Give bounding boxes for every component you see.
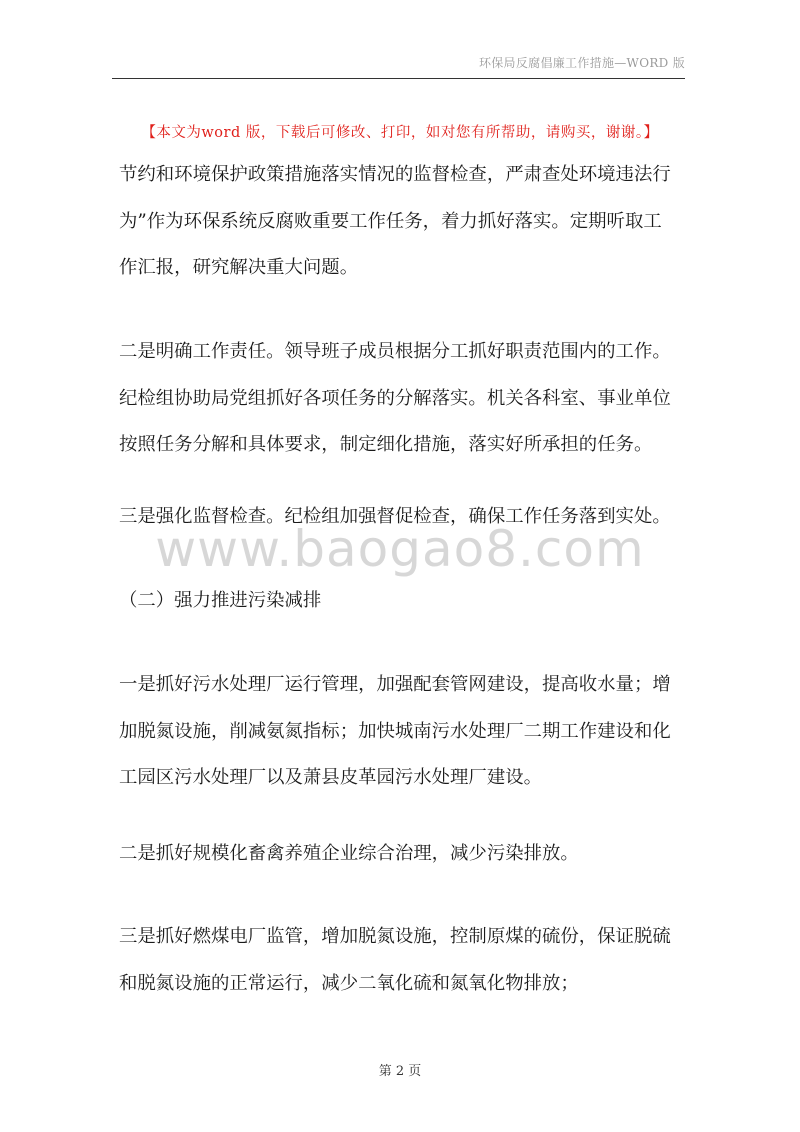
paragraph-line: 和脱氮设施的正常运行，减少二氧化硫和氮氧化物排放； [119,972,579,994]
paragraph-line: 一是抓好污水处理厂运行管理，加强配套管网建设，提高收水量；增 [119,674,671,695]
paragraph-sewage-plant [119,676,699,816]
section-heading: （二）强力推进污染减排 [119,590,322,611]
paragraph-line: 节约和环境保护政策措施落实情况的监督检查，严肃查处环境违法行 [119,164,671,185]
paragraph-policy-supervision [119,166,699,306]
paragraph-line: 作汇报，研究解决重大问题。 [119,257,359,278]
paragraph-line: 二是抓好规模化畜禽养殖企业综合治理，减少污染排放。 [119,843,579,864]
page-header [112,54,685,79]
paragraph-line: 二是明确工作责任。领导班子成员根据分工抓好职责范围内的工作。 [119,341,671,362]
paragraph-livestock [119,845,699,892]
paragraph-line: 为”作为环保系统反腐败重要工作任务，着力抓好落实。定期听取工 [119,210,662,232]
paragraph-power-plant [119,928,699,1021]
paragraph-line: 加脱氮设施，削减氨氮指标；加快城南污水处理厂二期工作建设和化 [119,720,671,742]
paragraph-responsibility [119,343,699,483]
section-heading-pollution-reduction [119,592,699,639]
paragraph-line: 三是抓好燃煤电厂监管，增加脱氮设施，控制原煤的硫份，保证脱硫 [119,926,671,947]
paragraph-line: 三是强化监督检查。纪检组加强督促检查，确保工作任务落到实处。 [119,506,671,527]
page-number: 第 2 页 [378,1064,422,1079]
watermark: www.baogao8.com [155,520,645,578]
download-notice: 【本文为word 版，下载后可修改、打印，如对您有所帮助，请购买，谢谢。】 [141,125,659,141]
header-title: 环保局反腐倡廉工作措施—WORD 版 [478,56,685,70]
paragraph-line: 工园区污水处理厂以及萧县皮革园污水处理厂建设。 [119,767,542,788]
paragraph-supervision [119,508,699,555]
paragraph-line: 按照任务分解和具体要求，制定细化措施，落实好所承担的任务。 [119,434,653,455]
paragraph-line: 纪检组协助局党组抓好各项任务的分解落实。机关各科室、事业单位 [119,387,671,409]
